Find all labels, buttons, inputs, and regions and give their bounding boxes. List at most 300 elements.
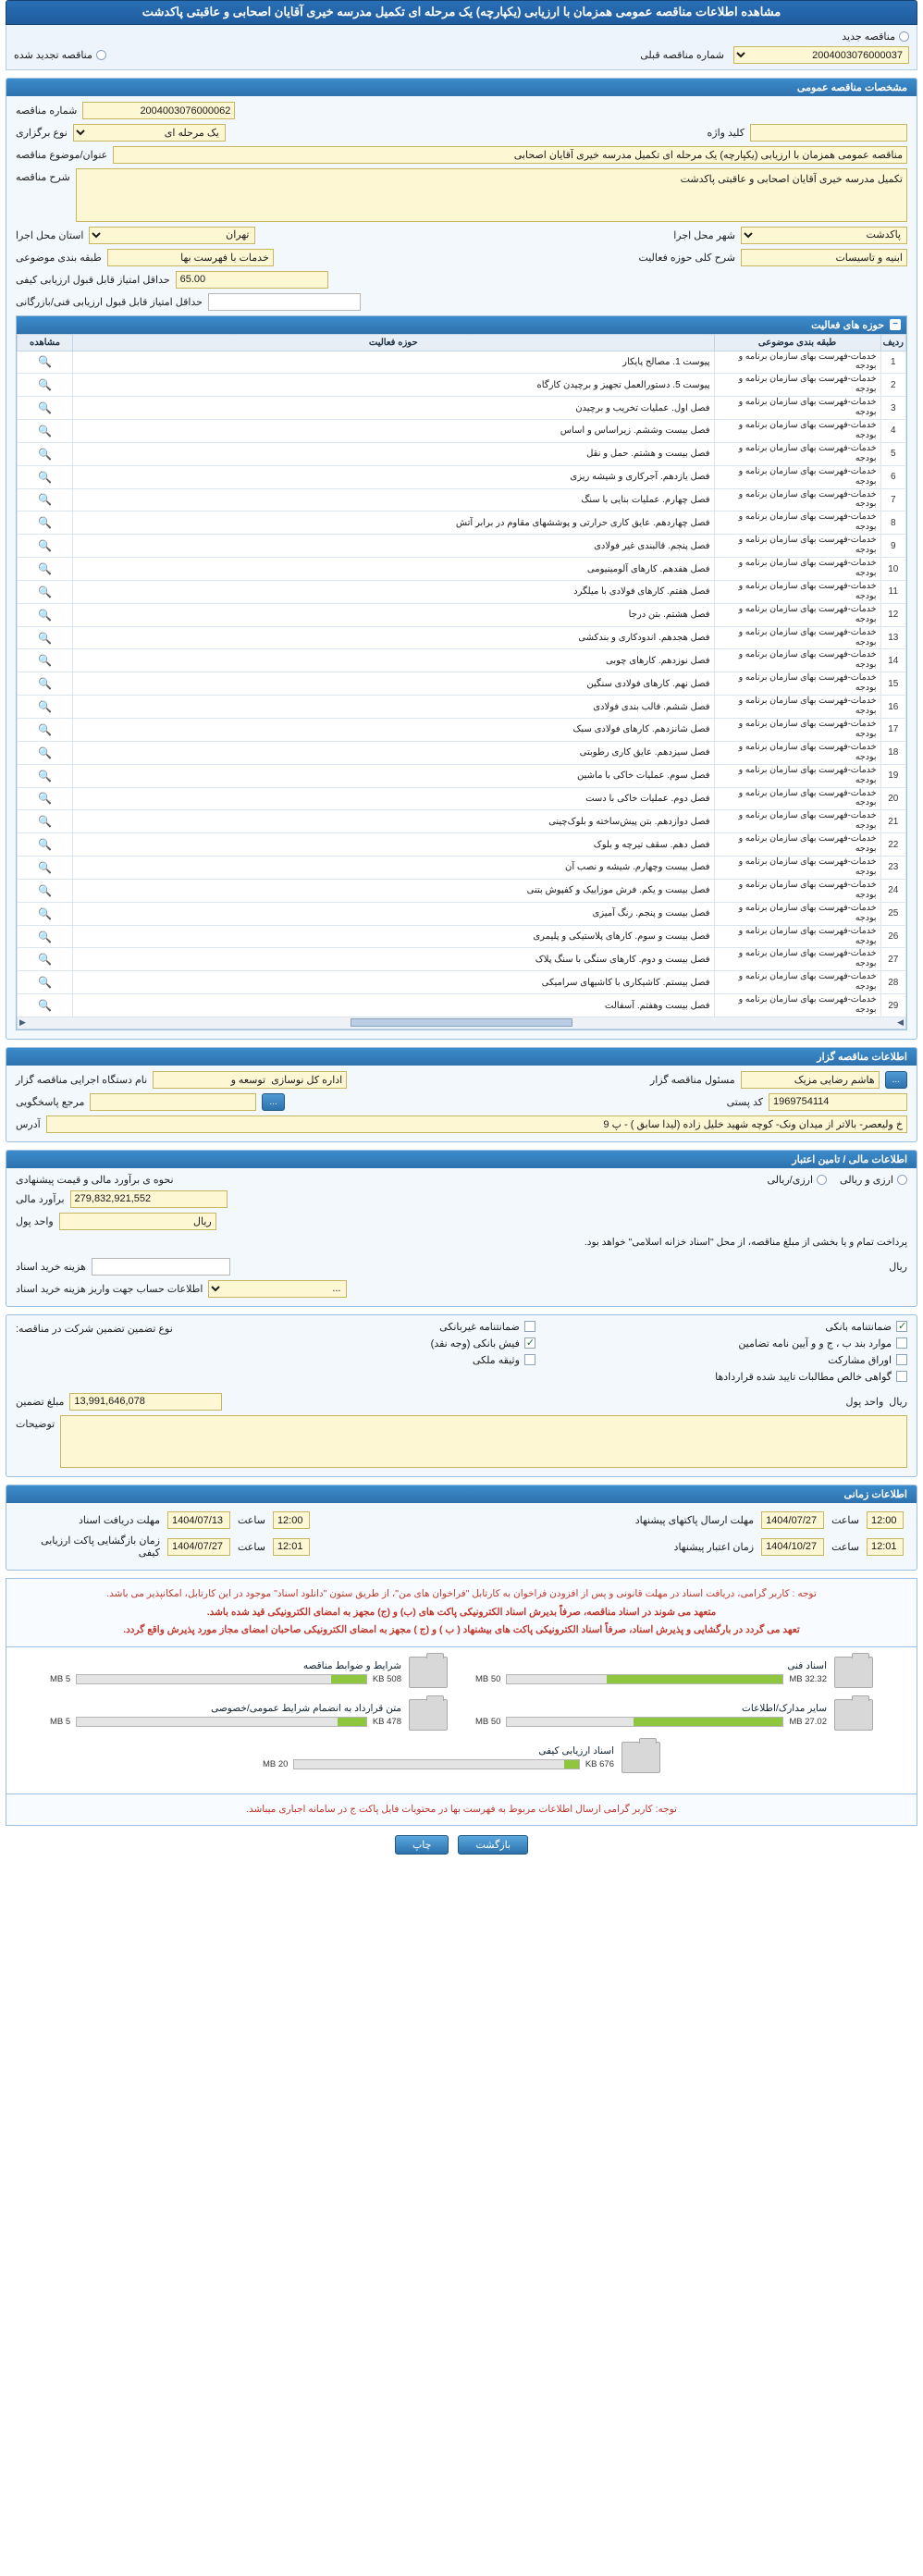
notice-line-1: توجه : کاربر گرامی، دریافت اسناد در مهلت قانونی و پس از افزودن فراخوان به کارتابل "فراخوان های من"، از طریق ستون "دانلود اسناد" موجود در این کارتابل، امکانپذیر می باشد.: [106, 1588, 817, 1600]
date-value-right[interactable]: [164, 1509, 234, 1532]
row-view-cell[interactable]: [18, 902, 73, 925]
attachment-title: اسناد فنی: [787, 1659, 827, 1671]
timing-label-left: زمان اعتبار پیشنهاد: [673, 1541, 755, 1553]
magnifier-icon[interactable]: 🔍: [38, 424, 52, 438]
checkbox-icon[interactable]: [896, 1321, 907, 1332]
magnifier-icon[interactable]: 🔍: [38, 539, 52, 553]
row-activity: فصل هشتم. بتن درجا: [73, 603, 715, 626]
guarantee-option[interactable]: [182, 1337, 535, 1350]
renew-tender-label: مناقصه تجدید شده: [14, 50, 92, 61]
attachment-progress: [76, 1674, 367, 1684]
print-button[interactable]: چاپ: [395, 1835, 449, 1855]
attachment-progress: [506, 1717, 783, 1727]
currency-and-rial-option[interactable]: [840, 1174, 907, 1186]
magnifier-icon[interactable]: 🔍: [38, 355, 52, 369]
currency-unit-label: واحد پول: [16, 1215, 54, 1227]
row-number: 3: [880, 397, 905, 420]
table-row: [18, 649, 906, 672]
radio-icon[interactable]: [899, 31, 909, 42]
magnifier-icon[interactable]: 🔍: [38, 722, 52, 736]
checkbox-icon[interactable]: [524, 1354, 535, 1365]
guarantee-option[interactable]: [182, 1354, 535, 1366]
row-category: خدمات-فهرست بهای سازمان برنامه و بودجه: [714, 787, 880, 810]
holding-type-label: نوع برگزاری: [16, 128, 68, 139]
checkbox-icon[interactable]: [524, 1321, 535, 1332]
magnifier-icon[interactable]: 🔍: [38, 815, 52, 829]
row-view-cell[interactable]: [18, 879, 73, 902]
row-number: 23: [880, 857, 905, 880]
magnifier-icon[interactable]: 🔍: [38, 631, 52, 645]
row-category: خدمات-فهرست بهای سازمان برنامه و بودجه: [714, 879, 880, 902]
row-activity: فصل بیست وچهارم. شیشه و نصب آن: [73, 857, 715, 880]
general-info-header: مشخصات مناقصه عمومی: [6, 79, 917, 96]
timing-section: [6, 1485, 917, 1571]
attachment-size-line: [50, 1717, 401, 1727]
account-label: اطلاعات حساب جهت واریز هزینه خرید اسناد: [16, 1283, 203, 1295]
guarantee-option-label: گواهی خالص مطالبات تایید شده قراردادها: [715, 1371, 892, 1383]
row-view-cell[interactable]: [18, 925, 73, 948]
row-category: خدمات-فهرست بهای سازمان برنامه و بودجه: [714, 994, 880, 1017]
new-tender-option[interactable]: [842, 31, 909, 43]
row-view-cell[interactable]: [18, 833, 73, 857]
magnifier-icon[interactable]: 🔍: [38, 470, 52, 484]
guarantee-option[interactable]: [554, 1321, 907, 1333]
checkbox-icon[interactable]: [524, 1337, 535, 1349]
time-value-right[interactable]: [269, 1532, 314, 1561]
radio-icon[interactable]: [897, 1175, 907, 1185]
guarantee-option[interactable]: [554, 1371, 907, 1383]
time-value-left[interactable]: [863, 1532, 907, 1561]
province-label: استان محل اجرا: [16, 229, 84, 241]
row-number: 21: [880, 810, 905, 833]
timing-label-right: مهلت دریافت اسناد: [78, 1515, 160, 1527]
row-view-cell[interactable]: [18, 535, 73, 558]
attachment-title: اسناد ارزیابی کیفی: [538, 1744, 614, 1756]
table-row: [18, 696, 906, 719]
magnifier-icon[interactable]: 🔍: [38, 883, 52, 897]
magnifier-icon[interactable]: 🔍: [38, 769, 52, 783]
radio-icon[interactable]: [817, 1175, 827, 1185]
row-category: خدمات-فهرست بهای سازمان برنامه و بودجه: [714, 420, 880, 443]
folder-icon[interactable]: [409, 1657, 448, 1688]
guarantee-section: [6, 1314, 917, 1478]
min-technical-score-input[interactable]: [208, 293, 361, 311]
row-view-cell[interactable]: [18, 442, 73, 465]
magnifier-icon[interactable]: 🔍: [38, 677, 52, 691]
province-select[interactable]: [89, 227, 255, 244]
attachment-item[interactable]: [475, 1699, 873, 1731]
table-row: [18, 741, 906, 764]
row-view-cell[interactable]: [18, 420, 73, 443]
row-number: 11: [880, 580, 905, 603]
table-row: [18, 374, 906, 397]
magnifier-icon[interactable]: 🔍: [38, 860, 52, 874]
row-view-cell[interactable]: [18, 397, 73, 420]
attachment-title: سایر مدارک/اطلاعات: [742, 1702, 827, 1714]
date-value-left[interactable]: [757, 1509, 828, 1532]
reply-ref-picker-button[interactable]: ...: [262, 1093, 284, 1111]
scroll-left-icon[interactable]: ◀: [897, 1017, 904, 1028]
row-number: 12: [880, 603, 905, 626]
row-view-cell[interactable]: [18, 351, 73, 374]
time-label-left: ساعت: [831, 1515, 859, 1527]
attachment-title: متن قرارداد به انضمام شرایط عمومی/خصوصی: [211, 1702, 401, 1714]
row-category: خدمات-فهرست بهای سازمان برنامه و بودجه: [714, 672, 880, 696]
doc-price-input[interactable]: [92, 1258, 230, 1276]
notice-panel: [6, 1578, 917, 1646]
organizer-name-label: نام دستگاه اجرایی مناقصه گزار: [16, 1074, 148, 1086]
activity-scope-label: شرح کلی حوزه فعالیت: [638, 252, 735, 264]
magnifier-icon[interactable]: 🔍: [38, 792, 52, 806]
row-category: خدمات-فهرست بهای سازمان برنامه و بودجه: [714, 649, 880, 672]
row-view-cell[interactable]: [18, 649, 73, 672]
row-number: 29: [880, 994, 905, 1017]
reply-reference-input[interactable]: [90, 1093, 256, 1111]
row-category: خدمات-فهرست بهای سازمان برنامه و بودجه: [714, 696, 880, 719]
estimate-mode-label: نحوه ی برآورد مالی و قیمت پیشنهادی: [16, 1174, 174, 1186]
attachment-size: 478 KB: [372, 1716, 401, 1727]
folder-icon[interactable]: [621, 1742, 660, 1773]
magnifier-icon[interactable]: 🔍: [38, 976, 52, 990]
new-tender-row: [14, 29, 909, 44]
attachment-meta: [50, 1703, 401, 1727]
table-row: [18, 787, 906, 810]
organizer-name-input[interactable]: [153, 1071, 347, 1089]
guarantee-amount-label: مبلغ تضمین: [16, 1396, 65, 1408]
collapse-icon[interactable]: −: [890, 319, 901, 330]
row-category: خدمات-فهرست بهای سازمان برنامه و بودجه: [714, 810, 880, 833]
table-row: [18, 879, 906, 902]
col-no: ردیف: [880, 334, 905, 351]
table-row: [18, 764, 906, 787]
currency-unit-input[interactable]: [59, 1213, 216, 1230]
row-category: خدمات-فهرست بهای سازمان برنامه و بودجه: [714, 488, 880, 512]
col-activity: حوزه فعالیت: [73, 334, 715, 351]
scrollbar-thumb[interactable]: [351, 1018, 572, 1027]
footer-notice: توجه: کاربر گرامی ارسال اطلاعات مربوط به فهرست بها در محتویات فایل پاکت ج در سامانه اجباری میباشد.: [6, 1794, 917, 1826]
row-view-cell[interactable]: [18, 719, 73, 742]
magnifier-icon[interactable]: 🔍: [38, 654, 52, 668]
guarantee-option-label: فیش بانکی (وجه نقد): [430, 1337, 520, 1350]
checkbox-icon[interactable]: [896, 1337, 907, 1349]
guarantee-option-label: موارد بند ب ، ج و و آیین نامه تضامین: [738, 1337, 892, 1350]
guarantee-option-label: وثیقه ملکی: [472, 1354, 520, 1366]
responsible-input[interactable]: [741, 1071, 880, 1089]
category-label: طبقه بندی موضوعی: [16, 252, 102, 264]
address-label: آدرس: [16, 1118, 41, 1130]
guarantee-notes-textarea[interactable]: [60, 1415, 907, 1469]
row-activity: فصل یازدهم. آجرکاری و شیشه ریزی: [73, 465, 715, 488]
row-view-cell[interactable]: [18, 672, 73, 696]
keyword-input[interactable]: [750, 124, 907, 142]
row-number: 26: [880, 925, 905, 948]
row-category: خدمات-فهرست بهای سازمان برنامه و بودجه: [714, 764, 880, 787]
attachment-size-line: [50, 1674, 401, 1684]
row-activity: فصل بیست وششم. زیراساس و اساس: [73, 420, 715, 443]
subject-input[interactable]: [113, 146, 907, 164]
financial-estimate-label: برآورد مالی: [16, 1193, 65, 1205]
time-value-right[interactable]: [269, 1509, 314, 1532]
attachment-max-size: 50 MB: [475, 1716, 501, 1727]
magnifier-icon[interactable]: 🔍: [38, 700, 52, 714]
table-row: [18, 397, 906, 420]
subject-label: عنوان/موضوع مناقصه: [16, 150, 108, 161]
attachments-area: [6, 1647, 917, 1794]
guarantee-amount-unit-value: ریال: [889, 1396, 907, 1408]
row-view-cell[interactable]: [18, 696, 73, 719]
general-info-section: [6, 78, 917, 1040]
doc-price-unit: ریال: [889, 1261, 907, 1273]
radio-icon[interactable]: [96, 50, 106, 60]
attachment-size: 676 KB: [585, 1758, 614, 1769]
col-view: مشاهده: [18, 334, 73, 351]
category-input[interactable]: [107, 249, 274, 266]
row-view-cell[interactable]: [18, 626, 73, 649]
row-number: 2: [880, 374, 905, 397]
finance-header: اطلاعات مالی / تامین اعتبار: [6, 1151, 917, 1168]
magnifier-icon[interactable]: 🔍: [38, 608, 52, 622]
magnifier-icon[interactable]: 🔍: [38, 562, 52, 576]
row-view-cell[interactable]: [18, 558, 73, 581]
checkbox-icon[interactable]: [896, 1354, 907, 1365]
row-number: 16: [880, 696, 905, 719]
guarantee-options: [182, 1321, 907, 1387]
table-row: [18, 833, 906, 857]
row-view-cell[interactable]: [18, 465, 73, 488]
table-row: [18, 420, 906, 443]
address-input[interactable]: [46, 1115, 907, 1133]
table-row: [18, 442, 906, 465]
row-view-cell[interactable]: [18, 741, 73, 764]
magnifier-icon[interactable]: 🔍: [38, 493, 52, 507]
table-row: [18, 626, 906, 649]
organizer-picker-button[interactable]: ...: [885, 1071, 907, 1089]
table-row: [18, 971, 906, 994]
magnifier-icon[interactable]: 🔍: [38, 953, 52, 967]
attachment-size-line: [475, 1717, 827, 1727]
attachment-max-size: 5 MB: [50, 1716, 71, 1727]
row-category: خدمات-فهرست بهای سازمان برنامه و بودجه: [714, 535, 880, 558]
table-row: [18, 351, 906, 374]
attachment-size: 508 KB: [372, 1673, 401, 1684]
row-category: خدمات-فهرست بهای سازمان برنامه و بودجه: [714, 925, 880, 948]
attachment-size-line: [475, 1674, 827, 1684]
guarantee-option[interactable]: [554, 1337, 907, 1350]
magnifier-icon[interactable]: 🔍: [38, 447, 52, 461]
row-number: 7: [880, 488, 905, 512]
row-view-cell[interactable]: [18, 971, 73, 994]
min-quality-score-input[interactable]: [176, 271, 328, 289]
new-tender-label: مناقصه جدید: [842, 31, 895, 43]
row-activity: فصل بیست و دوم. کارهای سنگی با سنگ پلاک: [73, 948, 715, 971]
description-textarea[interactable]: [76, 168, 907, 222]
row-category: خدمات-فهرست بهای سازمان برنامه و بودجه: [714, 580, 880, 603]
row-activity: فصل نوزدهم. کارهای چوبی: [73, 649, 715, 672]
row-activity: فصل چهارم. عملیات بنایی با سنگ: [73, 488, 715, 512]
table-row: [18, 465, 906, 488]
row-category: خدمات-فهرست بهای سازمان برنامه و بودجه: [714, 719, 880, 742]
table-row: [18, 580, 906, 603]
row-number: 24: [880, 879, 905, 902]
notice-line-3: متعهد می شوند در اسناد مناقصه، صرفاً بدیرش اسناد الکترونیکی پاکت های (ب) و (ج) مجهز به امضای الکترونیکی قید شده باشد.: [206, 1606, 717, 1618]
row-number: 15: [880, 672, 905, 696]
activity-table-header: [17, 316, 906, 334]
currency-rial-label: ارزی/ریالی: [767, 1174, 814, 1186]
organizer-section: [6, 1047, 917, 1142]
postal-code-label: کد پستی: [726, 1096, 763, 1108]
responsible-label: مسئول مناقصه گزار: [649, 1074, 735, 1086]
attachment-meta: [50, 1660, 401, 1684]
table-row: [18, 535, 906, 558]
renew-tender-option[interactable]: [14, 49, 106, 61]
date-value-right[interactable]: [164, 1532, 234, 1561]
row-activity: پیوست 5. دستورالعمل تجهیز و برچیدن کارگاه: [73, 374, 715, 397]
row-activity: فصل چهاردهم. عایق کاری حرارتی و پوششهای مقاوم در برابر آتش: [73, 512, 715, 535]
row-activity: فصل دوازدهم. بتن پیش‌ساخته و بلوک‌چینی: [73, 810, 715, 833]
row-activity: فصل هفدهم. کارهای آلومینیومی: [73, 558, 715, 581]
scroll-right-icon[interactable]: ▶: [19, 1017, 26, 1028]
guarantee-participation-label: تضمین شرکت در مناقصه:: [16, 1323, 125, 1335]
organizer-header: اطلاعات مناقصه گزار: [6, 1048, 917, 1066]
time-label-left: ساعت: [831, 1541, 859, 1553]
doc-price-label: هزینه خرید اسناد: [16, 1261, 86, 1273]
account-select[interactable]: [208, 1280, 347, 1298]
table-row: [18, 994, 906, 1017]
table-row: [18, 810, 906, 833]
timing-row: [16, 1532, 907, 1561]
attachment-item[interactable]: [475, 1657, 873, 1688]
finance-body: [6, 1168, 917, 1306]
row-view-cell[interactable]: [18, 580, 73, 603]
renew-tender-row: [14, 44, 909, 66]
payment-note: پرداخت تمام و یا بخشی از مبلغ مناقصه، از محل "اسناد خزانه اسلامی" خواهد بود.: [584, 1236, 907, 1248]
row-category: خدمات-فهرست بهای سازمان برنامه و بودجه: [714, 971, 880, 994]
table-row: [18, 925, 906, 948]
guarantee-option[interactable]: [554, 1354, 907, 1366]
magnifier-icon[interactable]: 🔍: [38, 516, 52, 530]
row-activity: فصل بیست و سوم. کارهای پلاستیکی و پلیمری: [73, 925, 715, 948]
magnifier-icon[interactable]: 🔍: [38, 378, 52, 392]
table-row: [18, 603, 906, 626]
row-view-cell[interactable]: [18, 787, 73, 810]
row-view-cell[interactable]: [18, 374, 73, 397]
row-number: 18: [880, 741, 905, 764]
attachment-progress: [506, 1674, 783, 1684]
row-view-cell[interactable]: [18, 810, 73, 833]
col-category: طبقه بندی موضوعی: [714, 334, 880, 351]
general-info-body: [6, 96, 917, 1039]
time-value-left[interactable]: [863, 1509, 907, 1532]
tender-number-input[interactable]: [82, 102, 235, 119]
back-button[interactable]: بازگشت: [458, 1835, 528, 1855]
attachment-row: [19, 1699, 904, 1731]
row-view-cell[interactable]: [18, 764, 73, 787]
row-view-cell[interactable]: [18, 488, 73, 512]
attachment-item[interactable]: [263, 1742, 660, 1773]
financial-estimate-input[interactable]: [70, 1190, 228, 1208]
guarantee-option[interactable]: [182, 1321, 535, 1333]
guarantee-amount-input[interactable]: [69, 1393, 222, 1411]
attachment-max-size: 50 MB: [475, 1673, 501, 1684]
magnifier-icon[interactable]: 🔍: [38, 906, 52, 920]
row-number: 25: [880, 902, 905, 925]
attachment-meta: [263, 1745, 614, 1769]
row-view-cell[interactable]: [18, 512, 73, 535]
row-view-cell[interactable]: [18, 994, 73, 1017]
row-number: 10: [880, 558, 905, 581]
holding-type-select[interactable]: [73, 124, 226, 142]
checkbox-icon[interactable]: [896, 1371, 907, 1382]
description-label: شرح مناقصه: [16, 172, 70, 183]
organizer-body: [6, 1066, 917, 1141]
attachment-title: شرایط و ضوابط مناقصه: [302, 1659, 401, 1671]
guarantee-body: [6, 1315, 917, 1477]
row-category: خدمات-فهرست بهای سازمان برنامه و بودجه: [714, 626, 880, 649]
row-activity: فصل شانزدهم. کارهای فولادی سبک: [73, 719, 715, 742]
folder-icon[interactable]: [409, 1699, 448, 1731]
row-category: خدمات-فهرست بهای سازمان برنامه و بودجه: [714, 442, 880, 465]
row-number: 8: [880, 512, 905, 535]
postal-code-input[interactable]: [769, 1093, 907, 1111]
row-activity: فصل بیست وهفتم. آسفالت: [73, 994, 715, 1017]
activity-table-scrollbar[interactable]: [17, 1017, 906, 1029]
time-label-right: ساعت: [238, 1541, 265, 1553]
row-number: 6: [880, 465, 905, 488]
city-select[interactable]: [741, 227, 907, 244]
magnifier-icon[interactable]: 🔍: [38, 930, 52, 943]
table-row: [18, 512, 906, 535]
attachment-size-line: [263, 1759, 614, 1769]
folder-icon[interactable]: [834, 1699, 873, 1731]
row-view-cell[interactable]: [18, 948, 73, 971]
attachment-progress: [76, 1717, 367, 1727]
magnifier-icon[interactable]: 🔍: [38, 999, 52, 1013]
row-activity: فصل هفتم. کارهای فولادی با میلگرد: [73, 580, 715, 603]
prev-tender-number-select[interactable]: [733, 46, 909, 64]
row-number: 9: [880, 535, 905, 558]
attachment-row: [19, 1657, 904, 1688]
activity-scope-input[interactable]: [741, 249, 907, 266]
row-category: خدمات-فهرست بهای سازمان برنامه و بودجه: [714, 397, 880, 420]
magnifier-icon[interactable]: 🔍: [38, 746, 52, 759]
currency-and-rial-label: ارزی و ریالی: [840, 1174, 893, 1186]
attachment-item[interactable]: [50, 1699, 448, 1731]
attachment-row: [19, 1742, 904, 1773]
row-number: 5: [880, 442, 905, 465]
tender-number-label: شماره مناقصه: [16, 105, 78, 117]
row-activity: فصل ششم. قالب بندی فولادی: [73, 696, 715, 719]
date-value-left[interactable]: [757, 1532, 828, 1561]
row-view-cell[interactable]: [18, 857, 73, 880]
finance-section: [6, 1150, 917, 1307]
guarantee-amount-unit-label: واحد پول: [845, 1396, 884, 1408]
row-category: خدمات-فهرست بهای سازمان برنامه و بودجه: [714, 741, 880, 764]
row-view-cell[interactable]: [18, 603, 73, 626]
attachment-item[interactable]: [50, 1657, 448, 1688]
currency-rial-option[interactable]: [767, 1174, 827, 1186]
row-category: خدمات-فهرست بهای سازمان برنامه و بودجه: [714, 603, 880, 626]
row-activity: فصل دوم. عملیات خاکی با دست: [73, 787, 715, 810]
row-activity: فصل پنجم. قالبندی غیر فولادی: [73, 535, 715, 558]
attachment-progress: [293, 1759, 579, 1769]
row-activity: پیوست 1. مصالح پایکار: [73, 351, 715, 374]
magnifier-icon[interactable]: 🔍: [38, 401, 52, 415]
folder-icon[interactable]: [834, 1657, 873, 1688]
magnifier-icon[interactable]: 🔍: [38, 838, 52, 852]
guarantee-option-label: ضمانتنامه غیربانکی: [439, 1321, 520, 1333]
activity-table-wrapper: [16, 315, 907, 1030]
magnifier-icon[interactable]: 🔍: [38, 585, 52, 598]
